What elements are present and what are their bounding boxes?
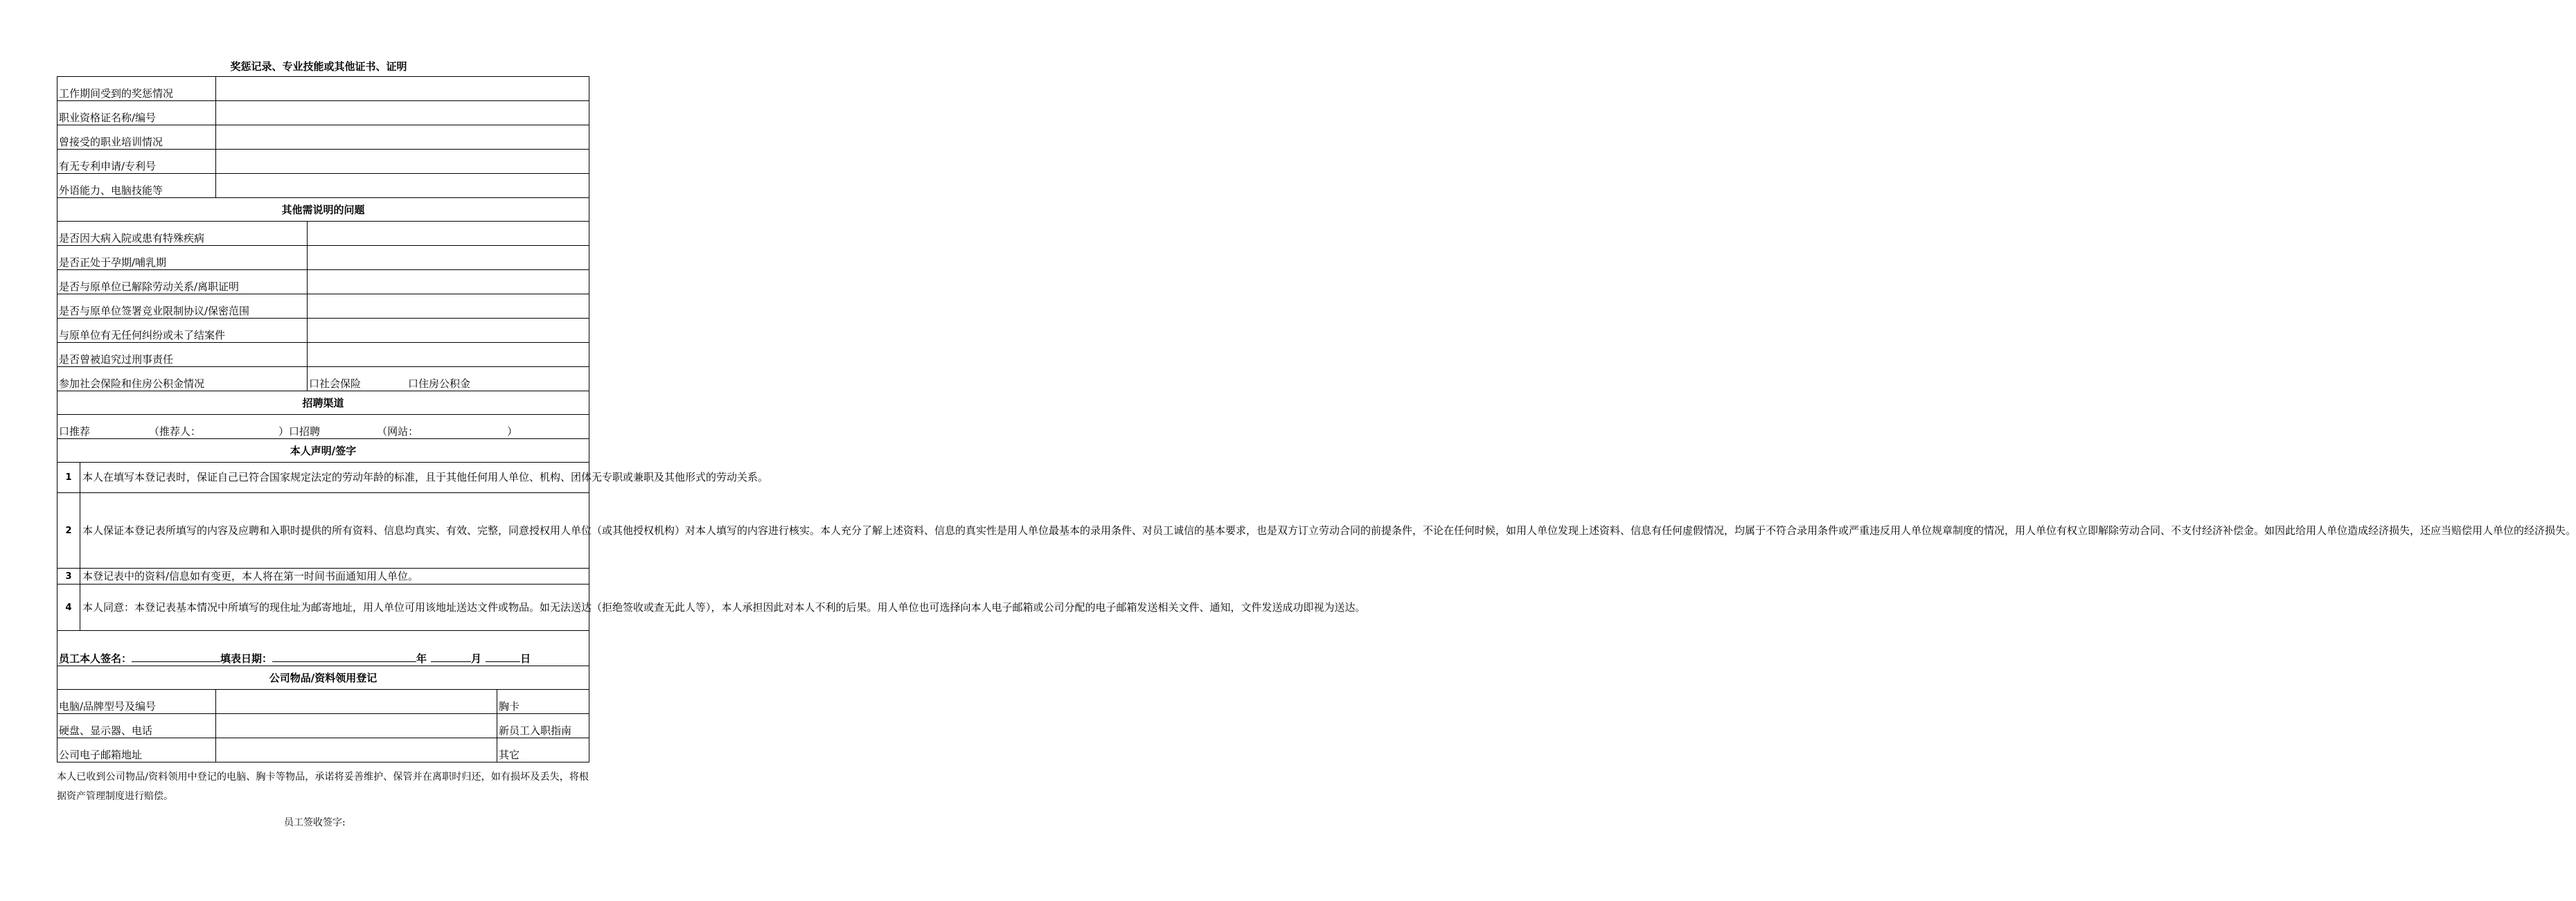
declaration-item-text: 本人保证本登记表所填写的内容及应聘和入职时提供的所有资料、信息均真实、有效、完整，同意授权用人单位（或其他授权机构）对本人填写的内容进行核实。本人充分了解上述资料、信息的真实性是用人单位最基本的录用条件、对员工诚信的基本要求，也是双方订立劳动合同的前提条件，不论在任何时候，如用人单位发现上述资料、信息有任何虚假情况，均属于不符合录用条件或严重违反用人单位规章制度的情况，用人单位有权立即解除劳动合同、不支付经济补偿金。如因此给用人单位造成经济损失，还应当赔偿用人单位的经济损失。 [80, 493, 589, 569]
day-input[interactable] [486, 651, 520, 662]
referrer-label: （推荐人： [149, 425, 202, 438]
training-row [57, 125, 589, 150]
recruitment-checkbox[interactable]: 口招聘 [289, 425, 321, 438]
termination-row [57, 270, 589, 294]
declaration-item-text: 本登记表中的资料/信息如有变更，本人将在第一时间书面通知用人单位。 [80, 569, 589, 585]
declaration-item-3 [57, 569, 589, 585]
illness-label: 是否因大病入院或患有特殊疾病 [57, 222, 308, 246]
pregnancy-row [57, 246, 589, 270]
insurance-label: 参加社会保险和住房公积金情况 [57, 367, 308, 391]
qualification-input[interactable] [216, 101, 589, 125]
other-label: 其它 [497, 738, 589, 762]
criminal-row [57, 343, 589, 367]
declaration-item-1 [57, 463, 589, 493]
date-label: 填表日期： [220, 652, 273, 665]
declaration-item-2 [57, 493, 589, 569]
month-input[interactable] [431, 651, 471, 662]
declaration-item-number: 3 [57, 569, 80, 585]
guide-label: 新员工入职指南 [497, 714, 589, 738]
month-label: 月 [471, 652, 482, 665]
criminal-input[interactable] [308, 343, 589, 367]
insurance-options [308, 367, 589, 391]
recruit-channel-cell [57, 415, 589, 439]
badge-label: 胸卡 [497, 690, 589, 714]
noncompete-label: 是否与原单位签署竞业限制协议/保密范围 [57, 294, 308, 319]
pregnancy-label: 是否正处于孕期/哺乳期 [57, 246, 308, 270]
items-row-email [57, 738, 589, 762]
declaration-item-text: 本人同意：本登记表基本情况中所填写的现住址为邮寄地址，用人单位可用该地址送达文件或物品。如无法送达（拒绝签收或查无此人等），本人承担因此对本人不利的后果。用人单位也可选择向本人电子邮箱或公司分配的电子邮箱发送相关文件、通知，文件发送成功即视为送达。 [80, 585, 589, 631]
other-section-heading: 其他需说明的问题 [57, 198, 589, 222]
declaration-item-4 [57, 585, 589, 631]
email-input[interactable] [216, 738, 497, 762]
declaration-section-heading: 本人声明/签字 [57, 439, 589, 463]
day-label: 日 [520, 652, 531, 665]
document-title: 奖惩记录、专业技能或其他证书、证明 [230, 60, 407, 73]
signature-input[interactable] [132, 651, 220, 662]
criminal-label: 是否曾被追究过刑事责任 [57, 343, 308, 367]
website-close: ） [507, 425, 518, 438]
declaration-item-number: 1 [57, 463, 80, 493]
qualification-label: 职业资格证名称/编号 [57, 101, 216, 125]
declaration-section-header-row [57, 439, 589, 463]
qualification-row [57, 101, 589, 125]
hardware-label: 硬盘、显示器、电话 [57, 714, 216, 738]
patent-label: 有无专利申请/专利号 [57, 150, 216, 174]
dispute-input[interactable] [308, 319, 589, 343]
awards-label: 工作期间受到的奖惩情况 [57, 77, 216, 101]
computer-input[interactable] [216, 690, 497, 714]
awards-row [57, 77, 589, 101]
social-insurance-checkbox[interactable]: 口社会保险 [309, 377, 362, 390]
date-input[interactable] [272, 651, 416, 662]
training-label: 曾接受的职业培训情况 [57, 125, 216, 150]
referral-checkbox[interactable]: 口推荐 [59, 425, 91, 438]
skills-input[interactable] [216, 174, 589, 198]
signature-cell [57, 631, 589, 666]
items-section-heading: 公司物品/资料领用登记 [57, 666, 589, 690]
dispute-label: 与原单位有无任何纠纷或未了结案件 [57, 319, 308, 343]
items-row-computer [57, 690, 589, 714]
items-section-header-row [57, 666, 589, 690]
other-section-header-row [57, 198, 589, 222]
housing-fund-checkbox[interactable]: 口住房公积金 [408, 377, 471, 390]
declaration-item-number: 2 [57, 493, 80, 569]
illness-row [57, 222, 589, 246]
recruit-channel-row [57, 415, 589, 439]
patent-row [57, 150, 589, 174]
insurance-row [57, 367, 589, 391]
items-row-hardware [57, 714, 589, 738]
training-input[interactable] [216, 125, 589, 150]
termination-input[interactable] [308, 270, 589, 294]
skills-label: 外语能力、电脑技能等 [57, 174, 216, 198]
recruit-section-heading: 招聘渠道 [57, 391, 589, 415]
employee-receipt-label: 员工签收签字: [284, 817, 346, 828]
email-label: 公司电子邮箱地址 [57, 738, 216, 762]
website-label: （网站： [377, 425, 419, 438]
illness-input[interactable] [308, 222, 589, 246]
termination-label: 是否与原单位已解除劳动关系/离职证明 [57, 270, 308, 294]
signature-label: 员工本人签名： [59, 652, 132, 665]
signature-row [57, 631, 589, 666]
year-label: 年 [416, 652, 427, 665]
patent-input[interactable] [216, 150, 589, 174]
noncompete-row [57, 294, 589, 319]
computer-label: 电脑/品牌型号及编号 [57, 690, 216, 714]
referrer-close: ） [278, 425, 290, 438]
pregnancy-input[interactable] [308, 246, 589, 270]
acknowledgement-text: 本人已收到公司物品/资料领用中登记的电脑、胸卡等物品，承诺将妥善维护、保管并在离职时归还，如有损坏及丢失，将根据资产管理制度进行赔偿。 [57, 771, 589, 802]
declaration-item-text: 本人在填写本登记表时，保证自己已符合国家规定法定的劳动年龄的标准，且于其他任何用人单位、机构、团体无专职或兼职及其他形式的劳动关系。 [80, 463, 589, 493]
awards-input[interactable] [216, 77, 589, 101]
noncompete-input[interactable] [308, 294, 589, 319]
recruit-section-header-row [57, 391, 589, 415]
skills-row [57, 174, 589, 198]
declaration-item-number: 4 [57, 585, 80, 631]
dispute-row [57, 319, 589, 343]
hardware-input[interactable] [216, 714, 497, 738]
registration-form-table [57, 76, 2576, 762]
